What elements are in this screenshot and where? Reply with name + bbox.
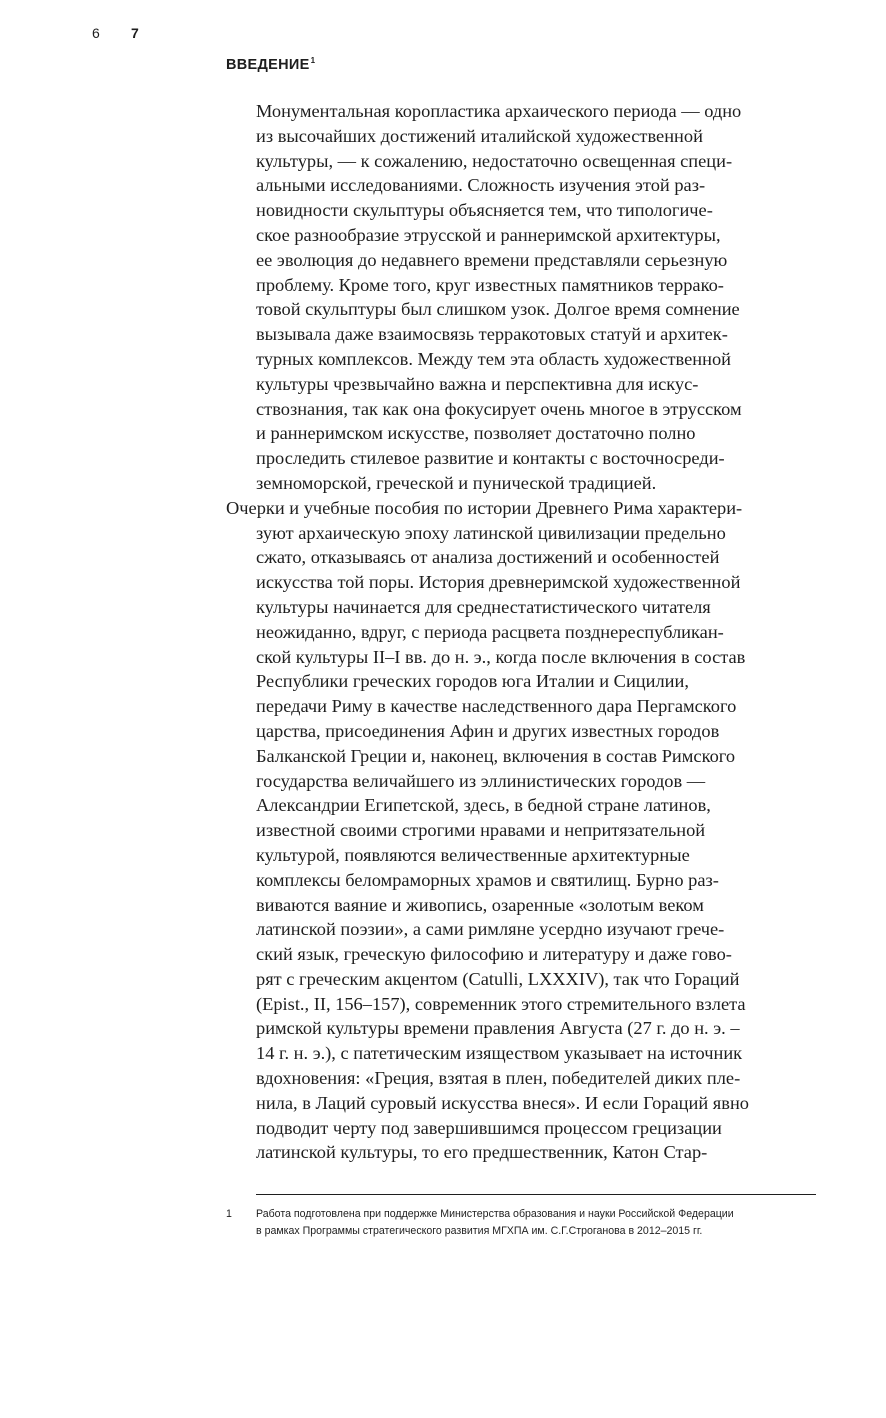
text-line: проследить стилевое развитие и контакты с восточносреди- bbox=[256, 448, 725, 469]
section-heading bbox=[226, 52, 315, 74]
text-line: подводит черту под завершившимся процессом грецизации bbox=[256, 1117, 722, 1138]
text-line: искусства той поры. История древнеримской художественной bbox=[256, 572, 741, 593]
paragraph-1 bbox=[226, 99, 826, 496]
footnote-line: Работа подготовлена при поддержке Министерства образования и науки Российской Федерации bbox=[256, 1208, 734, 1220]
text-line: культуры начинается для среднестатистического читателя bbox=[256, 596, 711, 617]
text-line: культуры чрезвычайно важна и перспективна для искус- bbox=[256, 373, 699, 394]
body-text bbox=[226, 99, 826, 1165]
text-line: ствознания, так как она фокусирует очень многое в этрусском bbox=[256, 398, 742, 419]
text-line: проблему. Кроме того, круг известных памятников террако- bbox=[256, 274, 724, 295]
text-line: виваются ваяние и живопись, озаренные «золотым веком bbox=[256, 894, 704, 915]
text-line: Монументальная коропластика архаического периода — одно bbox=[256, 101, 742, 121]
footnote-divider bbox=[256, 1194, 816, 1195]
page-number-left: 6 bbox=[92, 25, 100, 41]
text-line: нила, в Лаций суровый искусства внеся». И если Гораций явно bbox=[256, 1092, 749, 1113]
text-line: латинской культуры, то его предшественник, Катон Стар- bbox=[256, 1142, 708, 1163]
text-line: зуют архаическую эпоху латинской цивилизации предельно bbox=[256, 522, 726, 543]
text-line: товой скульптуры был слишком узок. Долгое время сомнение bbox=[256, 299, 740, 320]
text-line: государства величайшего из эллинистических городов — bbox=[256, 770, 706, 791]
text-line: Александрии Египетской, здесь, в бедной стране латинов, bbox=[256, 795, 711, 816]
text-line: передачи Риму в качестве наследственного дара Пергамского bbox=[256, 696, 737, 717]
footnote-line: в рамках Программы стратегического развития МГХПА им. С.Г.Строганова в 2012–2015 гг. bbox=[256, 1225, 703, 1237]
text-line: Балканской Греции и, наконец, включения в состав Римского bbox=[256, 745, 736, 766]
text-line: неожиданно, вдруг, с периода расцвета позднереспубликан- bbox=[256, 621, 724, 642]
text-line: рят с греческим акцентом (Catulli, LXXXIV), так что Гораций bbox=[256, 968, 740, 989]
text-line: ее эволюция до недавнего времени представляли серьезную bbox=[256, 249, 728, 270]
text-line: царства, присоединения Афин и других известных городов bbox=[256, 720, 720, 741]
footnote bbox=[226, 1206, 826, 1240]
page-number-right: 7 bbox=[131, 25, 139, 41]
text-line: Республики греческих городов юга Италии и Сицилии, bbox=[256, 671, 689, 692]
text-line: альными исследованиями. Сложность изучения этой раз- bbox=[256, 175, 706, 196]
text-line: (Epist., II, 156–157), современник этого стремительного взлета bbox=[256, 993, 746, 1014]
text-line: римской культуры времени правления Августа (27 г. до н. э. – bbox=[256, 1018, 740, 1039]
text-line: комплексы беломраморных храмов и святилищ. Бурно раз- bbox=[256, 869, 719, 890]
text-line: сжато, отказываясь от анализа достижений и особенностей bbox=[256, 547, 720, 568]
text-line: вызывала даже взаимосвязь терракотовых статуй и архитек- bbox=[256, 324, 728, 345]
footnote-number: 1 bbox=[226, 1208, 232, 1220]
text-line: культуры, — к сожалению, недостаточно освещенная специ- bbox=[256, 150, 733, 171]
text-line: турных комплексов. Между тем эта область художественной bbox=[256, 348, 732, 369]
text-line: культурой, появляются величественные архитектурные bbox=[256, 844, 690, 865]
text-line: ской культуры II–I вв. до н. э., когда после включения в состав bbox=[256, 646, 746, 667]
paragraph-2 bbox=[226, 496, 826, 1166]
text-line: новидности скульптуры объясняется тем, что типологиче- bbox=[256, 200, 713, 221]
text-line: ский язык, греческую философию и литературу и даже гово- bbox=[256, 944, 732, 965]
text-line: 14 г. н. э.), с патетическим изяществом указывает на источник bbox=[256, 1043, 743, 1064]
text-line: латинской поэзии», а сами римляне усердно изучают грече- bbox=[256, 919, 725, 940]
text-line: известной своими строгими нравами и непритязательной bbox=[256, 820, 706, 841]
footnote-reference: 1 bbox=[310, 56, 316, 65]
text-line: и раннеримском искусстве, позволяет достаточно полно bbox=[256, 423, 696, 444]
text-line: земноморской, греческой и пунической традицией. bbox=[256, 472, 657, 493]
text-line: из высочайших достижений италийской художественной bbox=[256, 125, 703, 146]
text-line: вдохновения: «Греция, взятая в плен, победителей диких пле- bbox=[256, 1068, 741, 1089]
text-line: Очерки и учебные пособия по истории Древнего Рима характери- bbox=[226, 497, 743, 518]
section-title: ВВЕДЕНИЕ bbox=[226, 57, 310, 73]
footnote-text bbox=[256, 1206, 826, 1240]
text-line: ское разнообразие этрусской и раннеримской архитектуры, bbox=[256, 224, 721, 245]
